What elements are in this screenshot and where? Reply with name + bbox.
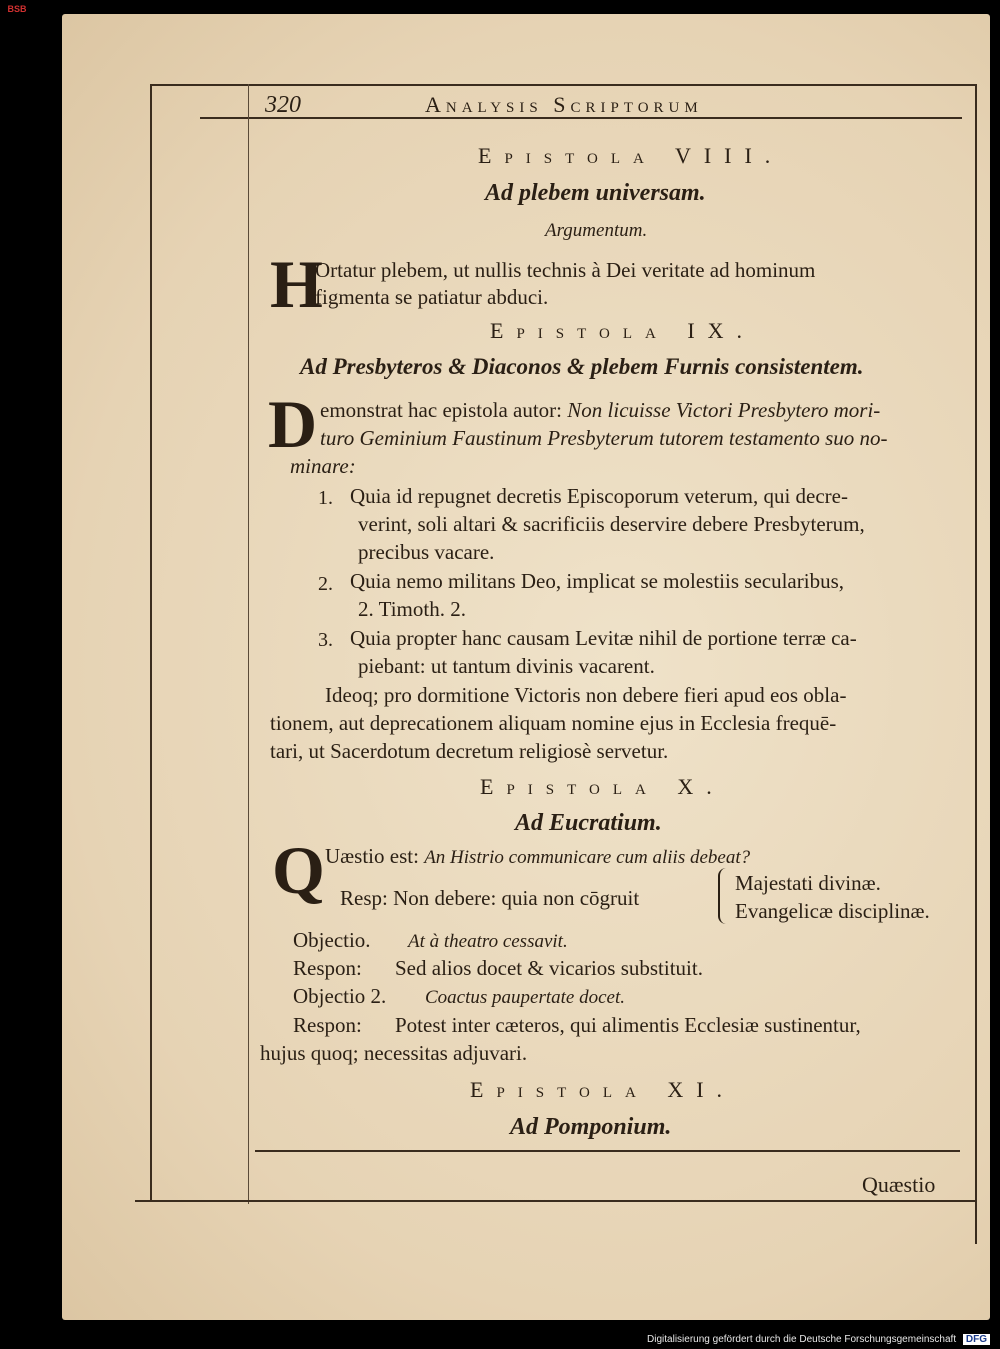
point-number: 3. [318,629,333,651]
text-line: figmenta se patiatur abduci. [315,285,549,309]
running-title: Analysis Scriptorum [425,92,703,117]
catchword: Quæstio [862,1172,936,1197]
frame-rule-top [150,84,975,86]
text-run-italic: Non licuisse Victori Presbytero mori- [567,398,881,422]
argument-label: Argumentum. [545,220,648,241]
digitization-credit [647,1334,990,1345]
frame-rule-left [248,84,249,1204]
point-number: 2. [318,573,333,595]
text-rule-bottom [255,1150,960,1152]
text-line: turo Geminium Faustinum Presbyterum tutorem testamento suo no- [320,426,888,450]
dialogue-label: Objectio 2. [293,984,387,1008]
text-line: minare: [290,454,356,478]
drop-capital: D [268,386,318,462]
epistle-addressee: Ad Pomponium. [510,1114,672,1140]
text-line: tari, ut Sacerdotum decretum religiosè servetur. [270,739,669,763]
epistle-heading: Epistola IX. [490,318,756,343]
brace-item: Evangelicæ disciplinæ. [735,899,930,923]
point-line: Quia id repugnet decretis Episcoporum veterum, qui decre- [350,484,848,508]
point-line: Quia propter hanc causam Levitæ nihil de portione terræ ca- [350,626,857,650]
response-line: Resp: Non debere: quia non cōgruit [340,886,640,910]
text-line: Ortatur plebem, ut nullis technis à Dei veritate ad hominum [315,258,816,282]
point-line: 2. Timoth. 2. [358,597,466,621]
frame-rule-outer-left [150,84,152,1200]
curly-brace [718,868,730,924]
dialogue-text: Potest inter cæteros, qui alimentis Ecclesiæ sustinentur, [395,1013,861,1037]
dialogue-text: At à theatro cessavit. [408,931,568,952]
library-mark: BSB [7,4,27,14]
drop-capital: Q [272,832,325,908]
frame-rule-right [975,84,977,1244]
point-line: precibus vacare. [358,540,495,564]
text-run: emonstrat hac epistola autor: [320,398,568,422]
text-line: Ideoq; pro dormitione Victoris non debere fieri apud eos obla- [325,683,847,707]
dialogue-label: Objectio. [293,928,371,952]
frame-rule-base [135,1200,975,1202]
text-run-italic: An Histrio communicare cum aliis debeat? [424,847,751,868]
page-number: 320 [265,92,301,118]
dialogue-text: Sed alios docet & vicarios substituit. [395,956,703,980]
brace-item: Majestati divinæ. [735,871,881,895]
point-line: Quia nemo militans Deo, implicat se molestiis secularibus, [350,569,844,593]
point-line: piebant: ut tantum divinis vacarent. [358,654,655,678]
dialogue-text: Coactus paupertate docet. [425,987,625,1008]
text-run: Uæstio est: [325,844,425,868]
dialogue-label: Respon: [293,956,362,980]
text-line: hujus quoq; necessitas adjuvari. [260,1041,528,1065]
point-number: 1. [318,487,333,509]
dfg-logo: DFG [963,1334,990,1345]
text-line: tionem, aut deprecationem aliquam nomine ejus in Ecclesia frequē- [270,711,837,735]
epistle-heading: Epistola VIII. [478,143,784,168]
epistle-addressee: Ad Eucratium. [515,810,662,836]
epistle-heading: Epistola XI. [470,1077,736,1102]
epistle-addressee: Ad plebem universam. [485,180,706,206]
dialogue-label: Respon: [293,1013,362,1037]
epistle-heading: Epistola X. [480,774,725,799]
credit-text: Digitalisierung gefördert durch die Deutsche Forschungsgemeinschaft [647,1334,957,1345]
point-line: verint, soli altari & sacrificiis deservire debere Presbyterum, [358,512,865,536]
epistle-addressee: Ad Presbyteros & Diaconos & plebem Furnis consistentem. [300,354,864,379]
drop-capital: H [270,246,323,322]
